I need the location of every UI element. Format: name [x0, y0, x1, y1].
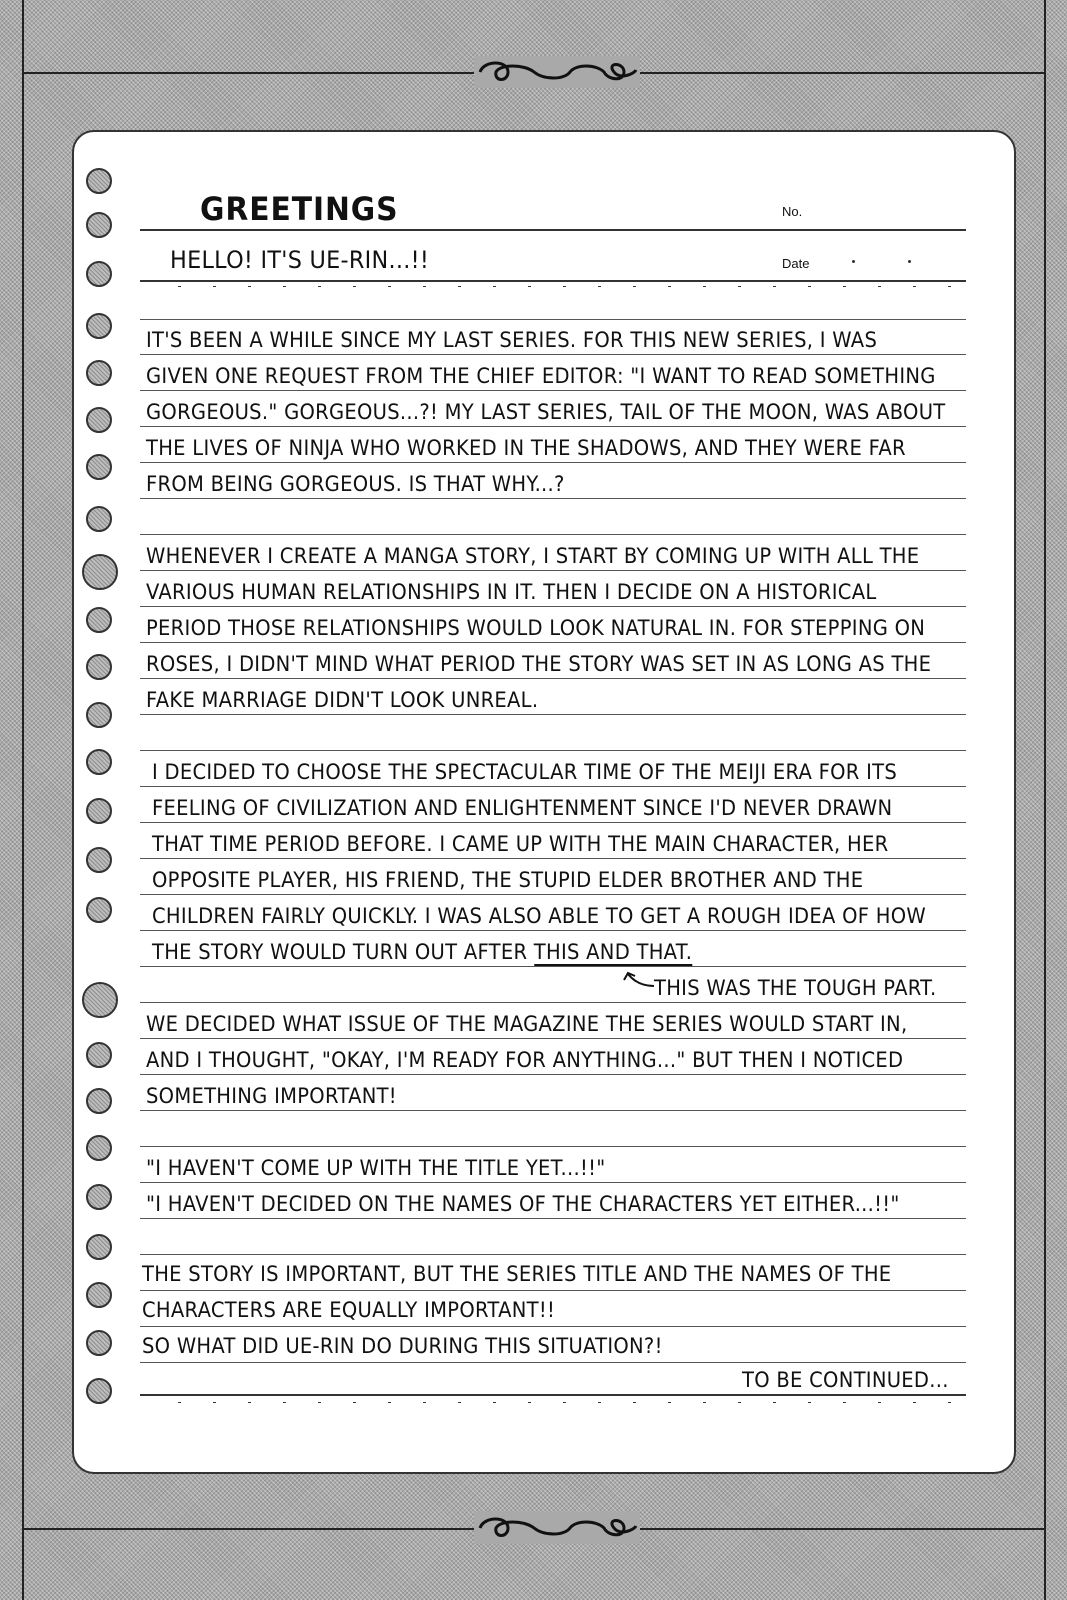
ruled-line [140, 319, 966, 320]
binder-hole [86, 454, 112, 480]
date-label: Date [782, 256, 810, 271]
text-line: IT'S BEEN A WHILE SINCE MY LAST SERIES. FOR THIS NEW SERIES, I WAS [146, 328, 878, 352]
aside-note: THIS WAS THE TOUGH PART. [654, 976, 937, 1000]
closing-line: TO BE CONTINUED... [742, 1368, 949, 1392]
dotted-rule [178, 1402, 966, 1403]
ruled-line [140, 1038, 966, 1039]
text-line: FEELING OF CIVILIZATION AND ENLIGHTENMENT SINCE I'D NEVER DRAWN [152, 796, 893, 820]
binder-hole [86, 654, 112, 680]
binder-hole [86, 261, 112, 287]
story-line-prefix: THE STORY WOULD TURN OUT AFTER [152, 940, 534, 964]
ruled-line [140, 570, 966, 571]
binder-hole [86, 1282, 112, 1308]
header-rule [140, 280, 966, 282]
text-line: OPPOSITE PLAYER, HIS FRIEND, THE STUPID ELDER BROTHER AND THE [152, 868, 864, 892]
text-line: VARIOUS HUMAN RELATIONSHIPS IN IT. THEN I DECIDE ON A HISTORICAL [146, 580, 877, 604]
text-line: SO WHAT DID UE-RIN DO DURING THIS SITUATION?! [142, 1334, 663, 1358]
ruled-line [140, 1290, 966, 1291]
text-line: WE DECIDED WHAT ISSUE OF THE MAGAZINE THE SERIES WOULD START IN, [146, 1012, 908, 1036]
text-line: FROM BEING GORGEOUS. IS THAT WHY...? [146, 472, 565, 496]
binder-hole [86, 506, 112, 532]
binder-hole [86, 1378, 112, 1404]
text-line: SOMETHING IMPORTANT! [146, 1084, 397, 1108]
ruled-line [140, 462, 966, 463]
hello-line: HELLO! IT'S UE-RIN...!! [170, 246, 430, 274]
binder-hole [86, 798, 112, 824]
ruled-line [140, 1326, 966, 1327]
curved-arrow-icon [622, 968, 656, 990]
ruled-line [140, 1218, 966, 1219]
text-line: GORGEOUS." GORGEOUS...?! MY LAST SERIES, TAIL OF THE MOON, WAS ABOUT [146, 400, 946, 424]
bottom-flourish-ornament [474, 1512, 640, 1544]
text-line: CHARACTERS ARE EQUALLY IMPORTANT!! [142, 1298, 556, 1322]
text-line: AND I THOUGHT, "OKAY, I'M READY FOR ANYTHING..." BUT THEN I NOTICED [146, 1048, 904, 1072]
ruled-line [140, 786, 966, 787]
ruled-line [140, 750, 966, 751]
page-right-border [1044, 0, 1046, 1600]
dotted-rule [178, 286, 966, 287]
binder-hole [86, 1088, 112, 1114]
ruled-line [140, 1074, 966, 1075]
ruled-line [140, 606, 966, 607]
binder-hole [86, 847, 112, 873]
binder-hole [86, 360, 112, 386]
text-line: CHILDREN FAIRLY QUICKLY. I WAS ALSO ABLE TO GET A ROUGH IDEA OF HOW [152, 904, 926, 928]
ruled-line [140, 714, 966, 715]
binder-hole [82, 982, 118, 1018]
ruled-line [140, 966, 966, 967]
text-line: WHENEVER I CREATE A MANGA STORY, I START BY COMING UP WITH ALL THE [146, 544, 920, 568]
binder-hole [82, 554, 118, 590]
text-line: THE STORY IS IMPORTANT, BUT THE SERIES TITLE AND THE NAMES OF THE [142, 1262, 892, 1286]
notebook-page [72, 130, 1016, 1474]
binder-hole [86, 1042, 112, 1068]
text-line: PERIOD THOSE RELATIONSHIPS WOULD LOOK NATURAL IN. FOR STEPPING ON [146, 616, 926, 640]
text-line: "I HAVEN'T DECIDED ON THE NAMES OF THE CHARACTERS YET EITHER...!!" [146, 1192, 900, 1216]
binder-hole [86, 1330, 112, 1356]
ruled-line [140, 534, 966, 535]
page-left-border [22, 0, 24, 1600]
binder-hole [86, 1184, 112, 1210]
binder-hole [86, 313, 112, 339]
ruled-line [140, 822, 966, 823]
text-line-with-emphasis [152, 940, 692, 964]
text-line: "I HAVEN'T COME UP WITH THE TITLE YET...!!" [146, 1156, 606, 1180]
binder-hole [86, 607, 112, 633]
ruled-line [140, 1002, 966, 1003]
ruled-line [140, 858, 966, 859]
binder-hole [86, 407, 112, 433]
binder-hole [86, 1135, 112, 1161]
no-label: No. [782, 204, 803, 219]
binder-hole [86, 749, 112, 775]
ruled-line [140, 1182, 966, 1183]
header-rule [140, 229, 966, 231]
binder-hole [86, 168, 112, 194]
date-separator-dot [852, 260, 855, 263]
text-line: I DECIDED TO CHOOSE THE SPECTACULAR TIME OF THE MEIJI ERA FOR ITS [152, 760, 898, 784]
ruled-line [140, 426, 966, 427]
top-flourish-ornament [474, 56, 640, 88]
ruled-line [140, 894, 966, 895]
ruled-line [140, 1146, 966, 1147]
binder-hole [86, 1234, 112, 1260]
ruled-line [140, 642, 966, 643]
footer-rule [140, 1394, 966, 1396]
ruled-line [140, 1254, 966, 1255]
ruled-line [140, 498, 966, 499]
ruled-line [140, 678, 966, 679]
binder-hole [86, 702, 112, 728]
emphasized-phrase: THIS AND THAT. [533, 940, 693, 964]
binder-hole [86, 212, 112, 238]
ruled-line [140, 354, 966, 355]
text-line: ROSES, I DIDN'T MIND WHAT PERIOD THE STORY WAS SET IN AS LONG AS THE [146, 652, 932, 676]
text-line: THAT TIME PERIOD BEFORE. I CAME UP WITH THE MAIN CHARACTER, HER [152, 832, 889, 856]
date-separator-dot [908, 260, 911, 263]
text-line: THE LIVES OF NINJA WHO WORKED IN THE SHADOWS, AND THEY WERE FAR [146, 436, 906, 460]
text-line: GIVEN ONE REQUEST FROM THE CHIEF EDITOR: "I WANT TO READ SOMETHING [146, 364, 936, 388]
binder-hole [86, 897, 112, 923]
ruled-line [140, 390, 966, 391]
text-line: FAKE MARRIAGE DIDN'T LOOK UNREAL. [146, 688, 539, 712]
page-title: GREETINGS [200, 190, 399, 228]
ruled-line [140, 930, 966, 931]
ruled-line [140, 1110, 966, 1111]
ruled-line [140, 1362, 966, 1363]
